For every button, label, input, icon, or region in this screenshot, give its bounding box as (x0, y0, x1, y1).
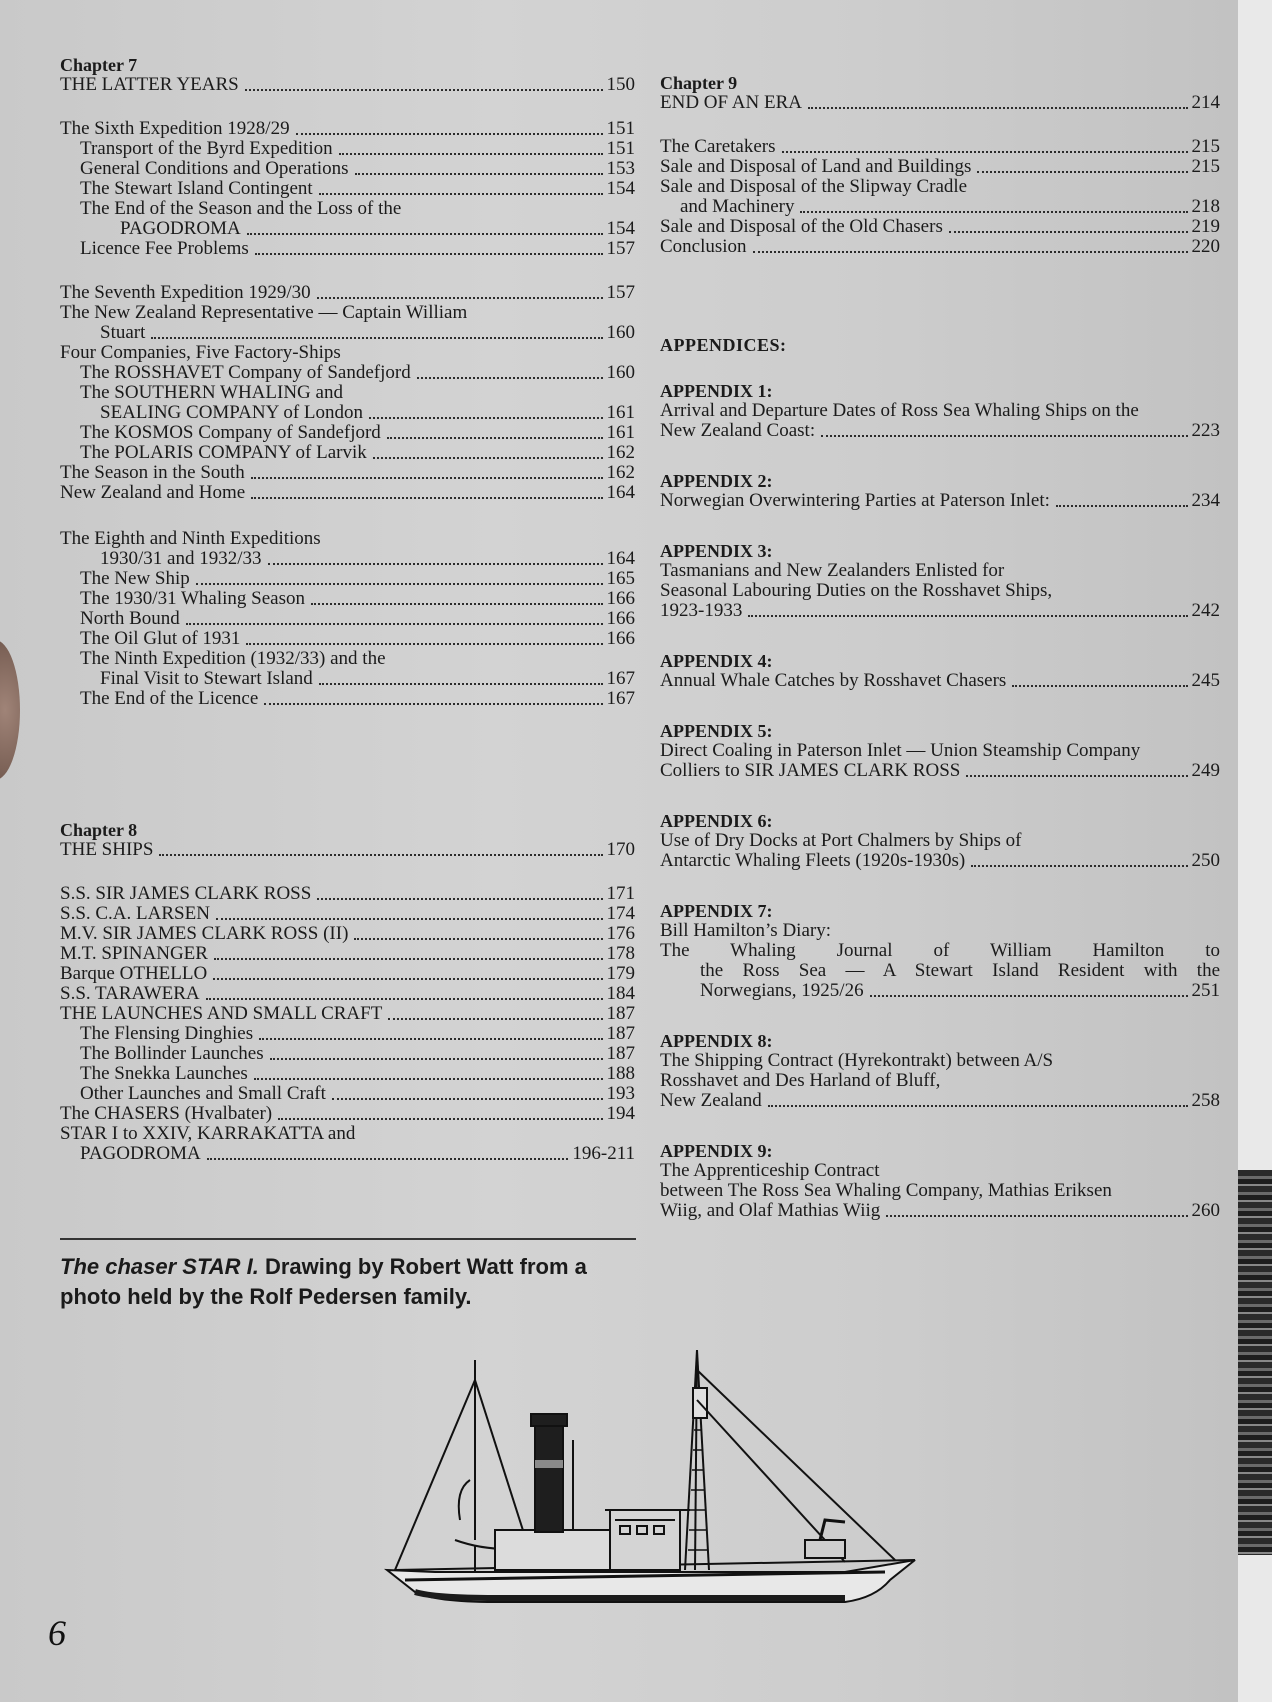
leader-dots (255, 253, 603, 255)
leader-dots (1012, 685, 1187, 687)
toc-entry[interactable] (60, 119, 635, 139)
page-number: 260 (1191, 1200, 1220, 1221)
toc-entry[interactable] (60, 1024, 635, 1044)
leader-dots (251, 497, 602, 499)
page-number: 251 (1191, 980, 1220, 1001)
entry-title: 1923-1933 (660, 600, 743, 621)
toc-entry[interactable] (60, 984, 635, 1004)
entry-title: General Conditions and Operations (80, 158, 349, 179)
page-number: 167 (606, 688, 635, 709)
entry-title: 1930/31 and 1932/33 (100, 548, 262, 569)
entry-title: Stuart (100, 322, 146, 343)
entry-title-line: The End of the Season and the Loss of the (80, 198, 402, 219)
entry-title-line: The New Zealand Representative — Captain William (60, 302, 468, 323)
leader-dots (207, 1158, 569, 1160)
entry-title: The Season in the South (60, 462, 245, 483)
appendix-heading: APPENDIX 7: (660, 901, 773, 921)
toc-entry[interactable] (660, 421, 1220, 441)
toc-entry[interactable] (60, 463, 635, 483)
page-number: 178 (606, 943, 635, 964)
leader-dots (247, 233, 603, 235)
toc-entry[interactable] (60, 589, 635, 609)
chapter-9-title: END OF AN ERA (660, 92, 802, 113)
chapter-7-title: THE LATTER YEARS (60, 74, 239, 95)
entry-title-line: Sale and Disposal of the Slipway Cradle (660, 176, 968, 197)
appendix-heading: APPENDIX 3: (660, 541, 773, 561)
leader-dots (870, 995, 1188, 997)
chapter-8-label: Chapter 8 (60, 820, 138, 840)
chapter-9-entries (660, 137, 1220, 257)
leader-dots (886, 1215, 1187, 1217)
leader-dots (966, 775, 1187, 777)
toc-entry[interactable] (60, 423, 635, 443)
entry-title: North Bound (80, 608, 180, 629)
leader-dots (296, 133, 603, 135)
entry-title: SEALING COMPANY of London (100, 402, 364, 423)
appendix-7 (660, 901, 1220, 1001)
entry-title: The Snekka Launches (80, 1063, 248, 1084)
toc-entry[interactable] (60, 569, 635, 589)
toc-entry[interactable] (60, 483, 635, 503)
appendix-line: between The Ross Sea Whaling Company, Mathias Eriksen (660, 1180, 1112, 1201)
entry-title: Annual Whale Catches by Rosshavet Chasers (660, 670, 1007, 691)
toc-entry[interactable] (60, 139, 635, 159)
eighth-ninth-block (60, 529, 635, 709)
leader-dots (949, 231, 1188, 233)
entry-title-line: The Ninth Expedition (1932/33) and the (80, 648, 386, 669)
toc-entry[interactable] (60, 363, 635, 383)
toc-entry[interactable] (660, 217, 1220, 237)
chapter-9-label: Chapter 9 (660, 73, 738, 93)
leader-dots (373, 457, 603, 459)
page-number: 151 (606, 118, 635, 139)
entry-title: The KOSMOS Company of Sandefjord (80, 422, 381, 443)
leader-dots (339, 153, 603, 155)
entry-title: New Zealand Coast: (660, 420, 816, 441)
page-number: 187 (606, 1003, 635, 1024)
page-number: 215 (1191, 156, 1220, 177)
ships-block (60, 884, 635, 1164)
entry-title: The Sixth Expedition 1928/29 (60, 118, 290, 139)
leader-dots (808, 107, 1188, 109)
leader-dots (186, 623, 603, 625)
page-number: 166 (606, 588, 635, 609)
page-number: 162 (606, 442, 635, 463)
leader-dots (270, 1058, 603, 1060)
page-number: 223 (1191, 420, 1220, 441)
entry-title-line: The SOUTHERN WHALING and (80, 382, 343, 403)
entry-title: Norwegians, 1925/26 (700, 980, 864, 1001)
page-number: 187 (606, 1043, 635, 1064)
page-number: 184 (606, 983, 635, 1004)
toc-entry[interactable] (60, 944, 635, 964)
leader-dots (216, 918, 603, 920)
page-number: 161 (606, 402, 635, 423)
leader-dots (800, 211, 1187, 213)
leader-dots (768, 1105, 1188, 1107)
entry-title: Transport of the Byrd Expedition (80, 138, 333, 159)
toc-entry[interactable] (60, 219, 635, 239)
toc-entry[interactable] (660, 237, 1220, 257)
toc-entry[interactable] (660, 601, 1220, 621)
entry-title: Norwegian Overwintering Parties at Paterson Inlet: (660, 490, 1050, 511)
leader-dots (355, 173, 603, 175)
leader-dots (388, 1018, 602, 1020)
appendix-6 (660, 811, 1220, 871)
leader-dots (821, 435, 1187, 437)
entry-title: The New Ship (80, 568, 190, 589)
leader-dots (213, 978, 602, 980)
entry-title-line: STAR I to XXIV, KARRAKATTA and (60, 1123, 356, 1144)
toc-entry[interactable] (60, 669, 635, 689)
toc-entry[interactable] (660, 981, 1220, 1001)
appendix-heading: APPENDIX 4: (660, 651, 773, 671)
entry-title: Colliers to SIR JAMES CLARK ROSS (660, 760, 961, 781)
page-folio: 6 (48, 1613, 66, 1653)
toc-entry[interactable] (660, 671, 1220, 691)
leader-dots (245, 89, 603, 91)
adjacent-page-photo (1238, 1170, 1272, 1555)
toc-entry[interactable] (60, 1084, 635, 1104)
leader-dots (259, 1038, 602, 1040)
page-number: 196-211 (572, 1143, 635, 1164)
leader-dots (278, 1118, 602, 1120)
chapter-8-title-row[interactable] (60, 840, 635, 860)
entry-title: THE LAUNCHES AND SMALL CRAFT (60, 1003, 383, 1024)
appendix-line: the Ross Sea — A Stewart Island Resident with the (700, 960, 1220, 981)
entry-title: The CHASERS (Hvalbater) (60, 1103, 273, 1124)
appendix-1 (660, 381, 1220, 441)
leader-dots (264, 703, 602, 705)
toc-entry[interactable] (60, 159, 635, 179)
page-number: 170 (606, 839, 635, 860)
entry-title: The Oil Glut of 1931 (80, 628, 241, 649)
page-number: 220 (1191, 236, 1220, 257)
leader-dots (317, 297, 603, 299)
entry-title: The POLARIS COMPANY of Larvik (80, 442, 367, 463)
entry-title: New Zealand and Home (60, 482, 246, 503)
appendix-heading: APPENDIX 6: (660, 811, 773, 831)
page-number: 151 (606, 138, 635, 159)
appendix-line: Use of Dry Docks at Port Chalmers by Ships of (660, 830, 1022, 851)
page-number: 153 (606, 158, 635, 179)
page-number: 187 (606, 1023, 635, 1044)
appendix-heading: APPENDIX 9: (660, 1141, 773, 1161)
page-number: 164 (606, 548, 635, 569)
appendix-2 (660, 471, 1220, 511)
page-number: 167 (606, 668, 635, 689)
toc-entry[interactable] (60, 323, 635, 343)
toc-entry[interactable] (60, 689, 635, 709)
leader-dots (317, 898, 602, 900)
leader-dots (354, 938, 602, 940)
leader-dots (268, 563, 603, 565)
page-number: 174 (606, 903, 635, 924)
page-number: 179 (606, 963, 635, 984)
page-number: 245 (1191, 670, 1220, 691)
page-number: 218 (1191, 196, 1220, 217)
entry-title: PAGODROMA (120, 218, 241, 239)
toc-entry[interactable] (60, 1004, 635, 1024)
page-number: 160 (606, 362, 635, 383)
toc-left-column (60, 56, 635, 1188)
appendix-line: The Apprenticeship Contract (660, 1160, 880, 1181)
page-number: 160 (606, 322, 635, 343)
entry-title: Other Launches and Small Craft (80, 1083, 326, 1104)
leader-dots (387, 437, 603, 439)
appendix-line: Tasmanians and New Zealanders Enlisted for (660, 560, 1005, 581)
toc-entry[interactable] (60, 1144, 635, 1164)
page-number: 165 (606, 568, 635, 589)
chaser-ship-drawing (375, 1340, 935, 1640)
caption-rule (60, 1238, 636, 1240)
appendix-4 (660, 651, 1220, 691)
entry-title: and Machinery (680, 196, 795, 217)
entry-title: The ROSSHAVET Company of Sandefjord (80, 362, 411, 383)
toc-entry[interactable] (60, 1104, 635, 1124)
toc-entry[interactable] (660, 137, 1220, 157)
toc-entry[interactable] (60, 179, 635, 199)
page-number: 171 (606, 883, 635, 904)
entry-title: PAGODROMA (80, 1143, 201, 1164)
page-number: 258 (1191, 1090, 1220, 1111)
toc-entry[interactable] (660, 491, 1220, 511)
appendix-line: The Whaling Journal of William Hamilton to (660, 940, 1220, 961)
page-number: 249 (1191, 760, 1220, 781)
appendix-8 (660, 1031, 1220, 1111)
page-number: 164 (606, 482, 635, 503)
entry-title: S.S. SIR JAMES CLARK ROSS (60, 883, 312, 904)
appendix-line: Direct Coaling in Paterson Inlet — Union Steamship Company (660, 740, 1141, 761)
leader-dots (1056, 505, 1188, 507)
chapter-7-title-row[interactable] (60, 75, 635, 95)
page-number: 214 (1191, 92, 1220, 113)
entry-title-line: Four Companies, Five Factory-Ships (60, 342, 341, 363)
leader-dots (246, 643, 602, 645)
leader-dots (196, 583, 603, 585)
entry-title: M.T. SPINANGER (60, 943, 208, 964)
page-number: 166 (606, 608, 635, 629)
toc-entry[interactable] (60, 609, 635, 629)
page-number: 176 (606, 923, 635, 944)
page-number: 250 (1191, 850, 1220, 871)
entry-title: The Flensing Dinghies (80, 1023, 254, 1044)
toc-entry[interactable] (60, 283, 635, 303)
toc-entry[interactable] (660, 1201, 1220, 1221)
leader-dots (971, 865, 1187, 867)
toc-entry[interactable] (60, 239, 635, 259)
leader-dots (151, 337, 602, 339)
toc-entry[interactable] (60, 964, 635, 984)
leader-dots (753, 251, 1188, 253)
entry-title: S.S. C.A. LARSEN (60, 903, 210, 924)
entry-title: The End of the Licence (80, 688, 259, 709)
entry-title: Final Visit to Stewart Island (100, 668, 313, 689)
toc-entry[interactable] (60, 549, 635, 569)
leader-dots (254, 1078, 603, 1080)
page-number: 166 (606, 628, 635, 649)
leader-dots (319, 683, 603, 685)
chapter-9-title-row[interactable] (660, 93, 1220, 113)
appendix-line: Rosshavet and Des Harland of Bluff, (660, 1070, 941, 1091)
page-number: 154 (606, 218, 635, 239)
entry-title: Antarctic Whaling Fleets (1920s-1930s) (660, 850, 966, 871)
page-number: 150 (606, 74, 635, 95)
chapter-8-title: THE SHIPS (60, 839, 154, 860)
toc-entry[interactable] (60, 629, 635, 649)
page-number: 215 (1191, 136, 1220, 157)
appendices-heading: APPENDICES: (660, 335, 787, 355)
appendix-line: Bill Hamilton’s Diary: (660, 920, 831, 941)
chapter-8-block (60, 821, 635, 860)
appendix-9 (660, 1141, 1220, 1221)
page-number: 234 (1191, 490, 1220, 511)
entry-title: Sale and Disposal of Land and Buildings (660, 156, 972, 177)
leader-dots (748, 615, 1187, 617)
toc-entry[interactable] (660, 197, 1220, 217)
entry-title: New Zealand (660, 1090, 762, 1111)
page-number: 157 (606, 282, 635, 303)
toc-entry[interactable] (660, 761, 1220, 781)
page-number: 157 (606, 238, 635, 259)
seventh-expedition-block (60, 283, 635, 503)
entry-title-line: The Eighth and Ninth Expeditions (60, 528, 321, 549)
page-number: 188 (606, 1063, 635, 1084)
appendix-heading: APPENDIX 2: (660, 471, 773, 491)
toc-entry[interactable] (60, 884, 635, 904)
toc-entry[interactable] (60, 904, 635, 924)
leader-dots (251, 477, 603, 479)
appendix-heading: APPENDIX 5: (660, 721, 773, 741)
toc-entry[interactable] (60, 924, 635, 944)
appendix-heading: APPENDIX 8: (660, 1031, 773, 1051)
page-number: 242 (1191, 600, 1220, 621)
entry-title: Licence Fee Problems (80, 238, 249, 259)
page-number: 194 (606, 1103, 635, 1124)
toc-entry[interactable] (60, 443, 635, 463)
toc-entry[interactable] (660, 157, 1220, 177)
entry-title: The Stewart Island Contingent (80, 178, 313, 199)
appendix-line: Seasonal Labouring Duties on the Rosshavet Ships, (660, 580, 1053, 601)
chapter-7-block (60, 56, 635, 95)
appendix-line: The Shipping Contract (Hyrekontrakt) between A/S (660, 1050, 1054, 1071)
entry-title: S.S. TARAWERA (60, 983, 200, 1004)
entry-title: Barque OTHELLO (60, 963, 208, 984)
entry-title: The Seventh Expedition 1929/30 (60, 282, 311, 303)
caption-text: Drawing by Robert Watt from a photo held by the Rolf Pedersen family. (60, 1254, 587, 1309)
appendix-heading: APPENDIX 1: (660, 381, 773, 401)
toc-entry[interactable] (60, 403, 635, 423)
toc-entry[interactable] (660, 851, 1220, 871)
leader-dots (977, 171, 1187, 173)
leader-dots (332, 1098, 603, 1100)
illustration-caption (60, 1252, 645, 1312)
toc-entry[interactable] (660, 1091, 1220, 1111)
page-number: 154 (606, 178, 635, 199)
page-number: 161 (606, 422, 635, 443)
leader-dots (369, 417, 602, 419)
page-number: 193 (606, 1083, 635, 1104)
page-number: 219 (1191, 216, 1220, 237)
page-number: 162 (606, 462, 635, 483)
entry-title: Sale and Disposal of the Old Chasers (660, 216, 943, 237)
appendix-3 (660, 541, 1220, 621)
chapter-9-block (660, 74, 1220, 113)
caption-italic: The chaser STAR I. (60, 1254, 259, 1279)
appendix-line: Arrival and Departure Dates of Ross Sea Whaling Ships on the (660, 400, 1139, 421)
toc-right-column (660, 74, 1220, 1251)
appendix-5 (660, 721, 1220, 781)
entry-title: The 1930/31 Whaling Season (80, 588, 305, 609)
leader-dots (214, 958, 603, 960)
leader-dots (319, 193, 603, 195)
entry-title: M.V. SIR JAMES CLARK ROSS (II) (60, 923, 349, 944)
leader-dots (206, 998, 603, 1000)
sixth-expedition-block (60, 119, 635, 259)
leader-dots (159, 854, 602, 856)
chapter-7-label: Chapter 7 (60, 55, 138, 75)
entry-title: Conclusion (660, 236, 747, 257)
leader-dots (311, 603, 603, 605)
entry-title: The Caretakers (660, 136, 776, 157)
leader-dots (417, 377, 603, 379)
toc-entry[interactable] (60, 1064, 635, 1084)
leader-dots (782, 151, 1188, 153)
entry-title: Wiig, and Olaf Mathias Wiig (660, 1200, 881, 1221)
toc-entry[interactable] (60, 1044, 635, 1064)
entry-title: The Bollinder Launches (80, 1043, 264, 1064)
